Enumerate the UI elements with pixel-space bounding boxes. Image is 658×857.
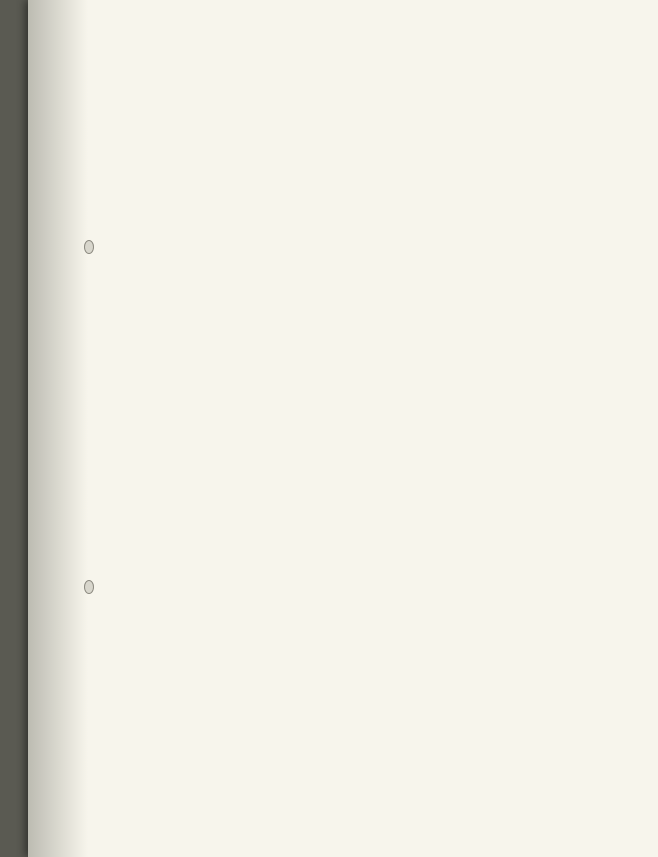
- binding-shadow: [28, 0, 88, 857]
- binding-hole: [84, 580, 94, 594]
- document-page: [28, 0, 658, 857]
- binding-hole: [84, 240, 94, 254]
